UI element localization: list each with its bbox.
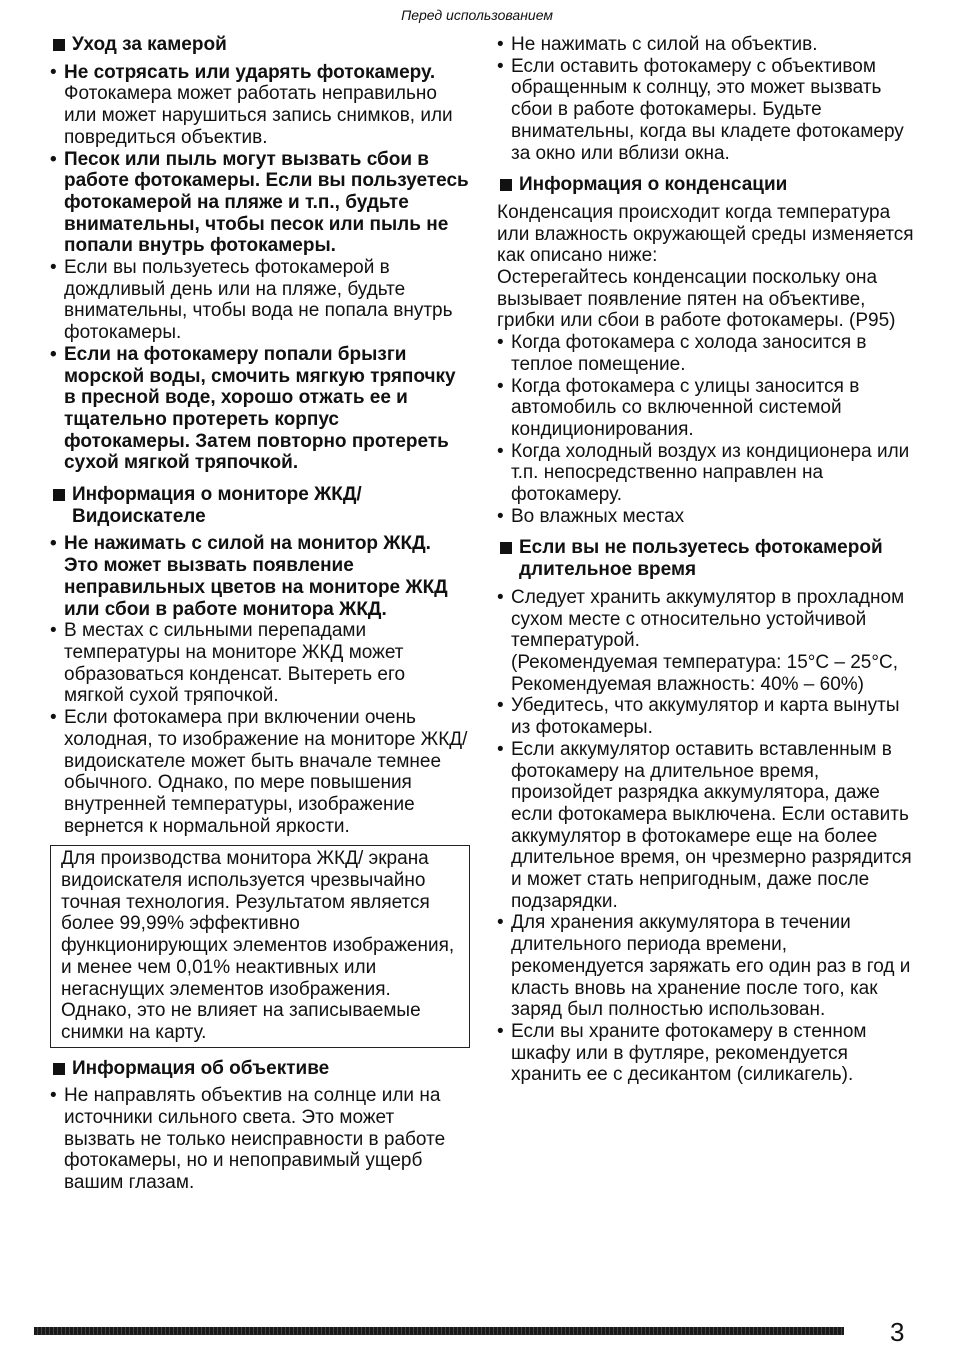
list-item bbox=[50, 149, 470, 258]
bullet-icon: • bbox=[497, 332, 504, 354]
paragraph: Остерегайтесь конденсации поскольку она вызывает появление пятен на объективе, грибки или сбои в работе фотокамеры. (P95) bbox=[497, 267, 896, 332]
section-heading-long-storage bbox=[497, 537, 917, 580]
heading-text: Уход за камерой bbox=[72, 34, 227, 55]
running-head: Перед использованием bbox=[401, 7, 553, 23]
item-text: Не нажимать с силой на объектив. bbox=[511, 34, 818, 55]
square-bullet-icon bbox=[500, 542, 512, 554]
page-number: 3 bbox=[890, 1317, 905, 1347]
item-text: Когда фотокамера с улицы заносится в автомобиль со включенной системой кондиционирования. bbox=[511, 375, 860, 440]
item-text: Если вы пользуетесь фотокамерой в дождливый день или на пляже, будьте внимательны, чтобы вода не попала внутрь фотокамеры. bbox=[64, 257, 453, 344]
section-heading-lcd-monitor bbox=[50, 484, 470, 527]
item-text: Если оставить фотокамеру с объективом обращенным к солнцу, это может вызвать сбои в работе фотокамеры. Будьте внимательны, когда вы кладете фотокамеру за окно или вблизи окна. bbox=[511, 55, 904, 164]
note-box bbox=[50, 845, 470, 1047]
bullet-icon: • bbox=[50, 620, 57, 642]
recommended-conditions: (Рекомендуемая температура: 15°C – 25°C, Рекомендуемая влажность: 40% – 60%) bbox=[511, 651, 898, 695]
bullet-icon: • bbox=[497, 505, 504, 527]
bullet-icon: • bbox=[50, 533, 57, 555]
list-item bbox=[497, 441, 917, 506]
bold-text: Песок или пыль могут вызвать сбои в работе фотокамеры. Если вы пользуетесь фотокамерой на пляже и т.п., будьте внимательны, чтобы песок или пыль не попали внутрь фотокамеры. bbox=[64, 148, 469, 257]
list-item bbox=[497, 506, 917, 528]
list-item bbox=[50, 707, 470, 837]
bold-text: Не нажимать с силой на монитор ЖКД. Это может вызвать появление неправильных цветов на мониторе ЖКД или сбои в работе монитора ЖКД. bbox=[64, 533, 448, 620]
footer-rule bbox=[34, 1327, 844, 1335]
heading-text: Если вы не пользуетесь фотокамерой длительное время bbox=[519, 537, 883, 581]
bullet-icon: • bbox=[50, 707, 57, 729]
bullet-icon: • bbox=[50, 343, 57, 365]
bullet-icon: • bbox=[497, 586, 504, 608]
bullet-icon: • bbox=[497, 738, 504, 760]
item-text: Фотокамера может работать неправильно или может нарушиться запись снимков, или повредиться объектив. bbox=[64, 83, 453, 148]
item-text: Следует хранить аккумулятор в прохладном сухом месте с относительно устойчивой температурой. bbox=[511, 586, 905, 652]
bullet-icon: • bbox=[497, 34, 504, 55]
item-text: Если фотокамера при включении очень холодная, то изображение на мониторе ЖКД/видоискателе может быть вначале темнее обычного. Однако, по мере повышения внутренней температуры, изображение вернется к нормальной яркости. bbox=[64, 707, 468, 837]
item-text: Если вы храните фотокамеру в стенном шкафу или в футляре, рекомендуется хранить ее с десикантом (силикагель). bbox=[511, 1020, 867, 1086]
bullet-icon: • bbox=[50, 1085, 57, 1107]
list-item bbox=[497, 739, 917, 913]
bullet-icon: • bbox=[50, 61, 57, 83]
section-heading-camera-care bbox=[50, 34, 470, 56]
item-text: Не направлять объектив на солнце или на источники сильного света. Это может вызвать не только неисправности в работе фотокамеры, но и непоправимый ущерб вашим глазам. bbox=[64, 1085, 446, 1194]
square-bullet-icon bbox=[500, 179, 512, 191]
right-column bbox=[497, 34, 917, 1086]
list-item bbox=[50, 344, 470, 474]
bold-text: Если на фотокамеру попали брызги морской воды, смочить мягкую тряпочку в пресной воде, хорошо отжать ее и тщательно протереть корпус фотокамеры. Затем повторно протереть сухой мягкой тряпочкой. bbox=[64, 343, 456, 474]
list-item bbox=[497, 1021, 917, 1086]
bullet-icon: • bbox=[497, 440, 504, 462]
list-item bbox=[497, 587, 917, 652]
bullet-icon: • bbox=[50, 148, 57, 170]
list-item bbox=[497, 332, 917, 375]
list-item bbox=[497, 912, 917, 1021]
item-text: Если аккумулятор оставить вставленным в фотокамеру на длительное время, произойдет разрядка аккумулятора, даже если фотокамера выключена. Если оставить аккумулятор в фотокамере еще на более длительное время, он чрезмерно разрядится и может стать непригодным, даже после подзарядки. bbox=[511, 738, 912, 912]
list-item bbox=[497, 34, 917, 56]
list-item bbox=[50, 257, 470, 344]
heading-text: Информация о мониторе ЖКД/ Видоискателе bbox=[72, 484, 362, 527]
square-bullet-icon bbox=[53, 39, 65, 51]
list-item bbox=[50, 533, 470, 620]
bullet-icon: • bbox=[497, 375, 504, 397]
list-item bbox=[497, 56, 917, 165]
item-text: Убедитесь, что аккумулятор и карта вынуты из фотокамеры. bbox=[511, 695, 900, 739]
square-bullet-icon bbox=[53, 1063, 65, 1075]
list-item bbox=[497, 376, 917, 441]
list-item bbox=[50, 620, 470, 707]
item-text: Когда фотокамера с холода заносится в теплое помещение. bbox=[511, 332, 867, 375]
left-column bbox=[50, 34, 470, 1194]
section-heading-lens bbox=[50, 1058, 470, 1080]
item-text: Когда холодный воздух из кондиционера или т.п. непосредственно направлен на фотокамеру. bbox=[511, 440, 910, 506]
note-text: Для производства монитора ЖКД/ экрана видоискателя используется чрезвычайно точная технология. Результатом является более 99,99% эффективно функционирующих элементов изображения, и менее чем 0,01% неактивных или негаснущих элементов изображения. Однако, это не влияет на записываемые снимки на карту. bbox=[61, 848, 455, 1043]
heading-text: Информация о конденсации bbox=[519, 174, 788, 196]
heading-text: Информация об объективе bbox=[72, 1057, 330, 1079]
paragraph: Конденсация происходит когда температура или влажность окружающей среды изменяется как описано ниже: bbox=[497, 201, 914, 267]
bold-text: Не сотрясать или ударять фотокамеру. bbox=[64, 61, 436, 83]
bullet-icon: • bbox=[50, 257, 57, 279]
item-text: Для хранения аккумулятора в течении длительного периода времени, рекомендуется заряжать его один раз в год и класть вновь на хранение после того, как заряд был полностью использован. bbox=[511, 912, 911, 1021]
bullet-icon: • bbox=[497, 912, 504, 934]
list-item bbox=[50, 1085, 470, 1194]
bullet-icon: • bbox=[497, 1020, 504, 1042]
list-item bbox=[50, 62, 470, 149]
bullet-icon: • bbox=[497, 55, 504, 77]
bullet-icon: • bbox=[497, 695, 504, 717]
square-bullet-icon bbox=[53, 489, 65, 501]
section-heading-condensation bbox=[497, 174, 917, 196]
item-text: В местах с сильными перепадами температуры на мониторе ЖКД может образоваться конденсат. Вытереть его мягкой сухой тряпочкой. bbox=[64, 620, 406, 707]
list-item bbox=[497, 695, 917, 738]
item-text: Во влажных местах bbox=[511, 505, 685, 527]
